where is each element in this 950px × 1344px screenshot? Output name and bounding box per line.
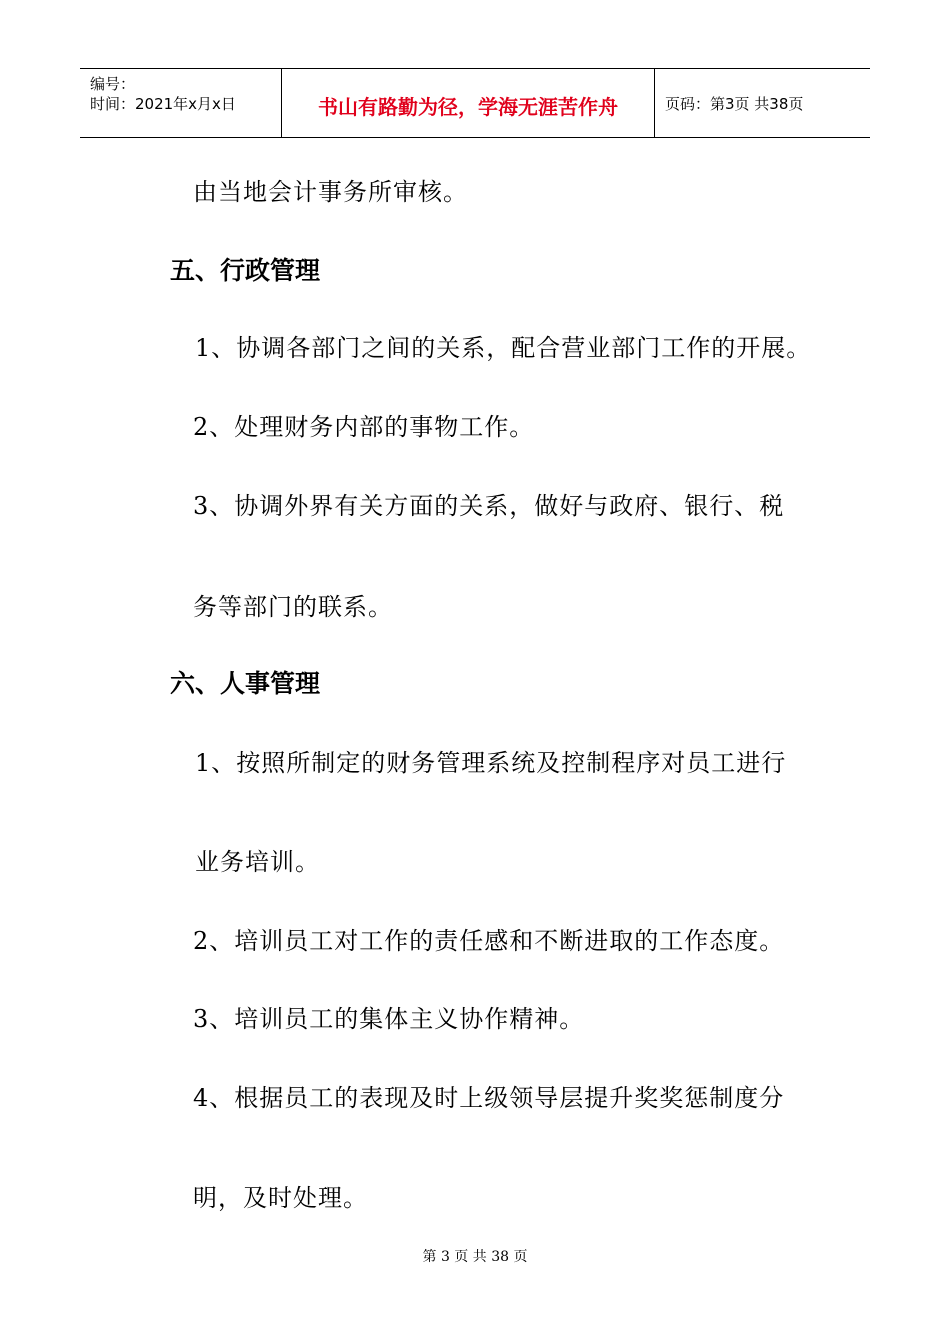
- document-number-label: 编号：: [90, 75, 136, 93]
- body-line-audit: 由当地会计事务所审核。: [193, 178, 468, 206]
- personnel-item-4-line1: 4、根据员工的表现及时上级领导层提升奖奖惩制度分: [193, 1084, 785, 1112]
- page-footer: 第 3 页 共 38 页: [422, 1249, 528, 1265]
- document-date-label: 时间：2021年x月x日: [90, 95, 236, 113]
- header-motto: 书山有路勤为径，学海无涯苦作舟: [318, 95, 618, 119]
- personnel-item-3: 3、培训员工的集体主义协作精神。: [193, 1005, 585, 1033]
- header-page-info: 页码：第3页 共38页: [665, 95, 804, 113]
- personnel-item-1-line2: 业务培训。: [195, 848, 320, 876]
- admin-item-3-line1: 3、协调外界有关方面的关系，做好与政府、银行、税: [193, 492, 785, 520]
- personnel-item-2: 2、培训员工对工作的责任感和不断进取的工作态度。: [193, 927, 785, 955]
- section-heading-personnel: 六、人事管理: [170, 669, 321, 698]
- page-header: [80, 68, 870, 138]
- personnel-item-1-line1: 1、按照所制定的财务管理系统及控制程序对员工进行: [195, 749, 787, 777]
- section-heading-admin: 五、行政管理: [170, 256, 321, 285]
- header-meta-cell: [80, 69, 282, 137]
- admin-item-2: 2、处理财务内部的事物工作。: [193, 413, 535, 441]
- header-page-cell: [655, 69, 870, 137]
- personnel-item-4-line2: 明，及时处理。: [193, 1184, 368, 1212]
- admin-item-3-line2: 务等部门的联系。: [193, 593, 393, 621]
- header-motto-cell: [282, 69, 655, 137]
- admin-item-1: 1、协调各部门之间的关系，配合营业部门工作的开展。: [195, 334, 812, 362]
